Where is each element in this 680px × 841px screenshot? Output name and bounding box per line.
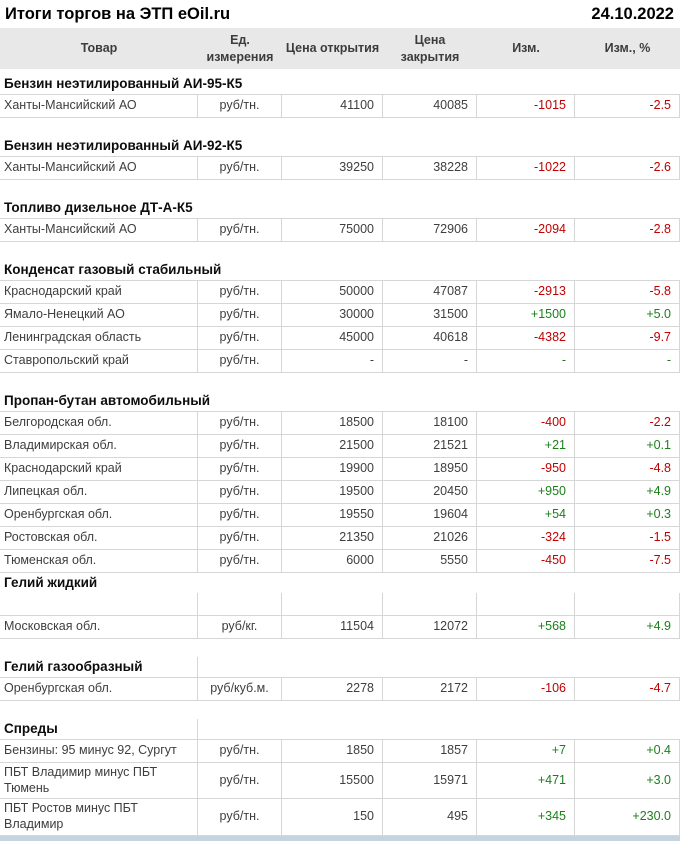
section-title: [0, 198, 198, 218]
change-cell: +7: [477, 740, 575, 762]
change-pct-cell: -9.7: [575, 327, 680, 349]
change-pct-cell: -2.2: [575, 412, 680, 434]
section-title: [0, 136, 243, 156]
change-pct-cell: -2.6: [575, 157, 680, 179]
table-row: [0, 280, 680, 304]
close-price-cell: 1857: [383, 740, 477, 762]
product-cell: Ростовская обл.: [0, 527, 198, 549]
section-title-row: [0, 74, 680, 94]
grid-cell: [383, 593, 477, 615]
spacer-row: [0, 701, 680, 719]
change-pct-cell: +0.1: [575, 435, 680, 457]
close-price-cell: 38228: [383, 157, 477, 179]
change-cell: +345: [477, 799, 575, 834]
open-price-cell: 18500: [282, 412, 383, 434]
product-cell: Московская обл.: [0, 616, 198, 638]
product-cell: Оренбургская обл.: [0, 504, 198, 526]
section-title-text: Топливо дизельное ДТ-А-К5: [4, 200, 193, 216]
open-price-cell: 15500: [282, 763, 383, 798]
section-title: [0, 657, 198, 677]
unit-cell: руб/тн.: [198, 157, 282, 179]
unit-cell: руб/тн.: [198, 350, 282, 372]
change-cell: -4382: [477, 327, 575, 349]
section-title-row: [0, 719, 680, 739]
spacer-row: [0, 593, 680, 615]
spacer-row: [0, 373, 680, 391]
section-title-text: Бензин неэтилированный АИ-95-К5: [4, 76, 243, 92]
close-price-cell: 2172: [383, 678, 477, 700]
page-title: Итоги торгов на ЭТП eOil.ru: [5, 5, 231, 23]
table-row: [0, 156, 680, 180]
product-cell: Ставропольский край: [0, 350, 198, 372]
close-price-cell: 72906: [383, 219, 477, 241]
close-price-cell: 18950: [383, 458, 477, 480]
column-header-change-pct: Изм., %: [604, 41, 651, 56]
product-cell: Ханты-Мансийский АО: [0, 219, 198, 241]
unit-cell: руб/тн.: [198, 458, 282, 480]
unit-cell: руб/тн.: [198, 504, 282, 526]
unit-cell: руб/тн.: [198, 304, 282, 326]
table-row: [0, 327, 680, 350]
unit-cell: руб/тн.: [198, 219, 282, 241]
section-title-row: [0, 136, 680, 156]
close-price-cell: 21026: [383, 527, 477, 549]
column-header-open: Цена открытия: [285, 41, 380, 56]
section-title: [0, 260, 222, 280]
open-price-cell: 30000: [282, 304, 383, 326]
change-cell: +21: [477, 435, 575, 457]
open-price-cell: 75000: [282, 219, 383, 241]
unit-cell: руб/тн.: [198, 327, 282, 349]
unit-cell: руб/куб.м.: [198, 678, 282, 700]
spacer-row: [0, 180, 680, 198]
section-title-row: [0, 573, 680, 593]
table-row: [0, 763, 680, 799]
change-cell: +568: [477, 616, 575, 638]
close-price-cell: 40085: [383, 95, 477, 117]
section-title-text: Спреды: [4, 721, 58, 737]
column-header-product: Товар: [80, 41, 118, 56]
product-cell: Краснодарский край: [0, 281, 198, 303]
open-price-cell: 1850: [282, 740, 383, 762]
change-cell: +471: [477, 763, 575, 798]
change-pct-cell: -4.7: [575, 678, 680, 700]
product-cell: ПБТ Ростов минус ПБТ Владимир: [0, 799, 198, 834]
table-row: [0, 411, 680, 435]
change-cell: +54: [477, 504, 575, 526]
bottom-edge-bar: [0, 836, 680, 841]
change-cell: -: [477, 350, 575, 372]
change-pct-cell: -4.8: [575, 458, 680, 480]
open-price-cell: 150: [282, 799, 383, 834]
table-row: [0, 481, 680, 504]
change-cell: -324: [477, 527, 575, 549]
product-cell: Тюменская обл.: [0, 550, 198, 572]
product-cell: Краснодарский край: [0, 458, 198, 480]
column-header-close: Цена закрытия: [400, 33, 460, 64]
change-pct-cell: +4.9: [575, 481, 680, 503]
grid-cell: [477, 593, 575, 615]
column-header-unit: Ед. измерения: [206, 33, 274, 64]
table-row: [0, 739, 680, 763]
open-price-cell: 19900: [282, 458, 383, 480]
close-price-cell: 47087: [383, 281, 477, 303]
table-body: [0, 74, 680, 836]
change-cell: -450: [477, 550, 575, 572]
table-row: [0, 677, 680, 701]
open-price-cell: 21350: [282, 527, 383, 549]
change-pct-cell: +0.3: [575, 504, 680, 526]
open-price-cell: -: [282, 350, 383, 372]
close-price-cell: -: [383, 350, 477, 372]
product-cell: Белгородская обл.: [0, 412, 198, 434]
change-pct-cell: +4.9: [575, 616, 680, 638]
table-row: [0, 94, 680, 118]
unit-cell: руб/тн.: [198, 412, 282, 434]
close-price-cell: 18100: [383, 412, 477, 434]
grid-cell: [575, 593, 680, 615]
section-title-row: [0, 657, 680, 677]
change-cell: -1015: [477, 95, 575, 117]
product-cell: Владимирская обл.: [0, 435, 198, 457]
table-row: [0, 550, 680, 573]
close-price-cell: 21521: [383, 435, 477, 457]
table-row: [0, 350, 680, 373]
change-pct-cell: +5.0: [575, 304, 680, 326]
section-title-text: Гелий жидкий: [4, 575, 98, 591]
close-price-cell: 31500: [383, 304, 477, 326]
section-title-text: Гелий газообразный: [4, 659, 143, 675]
change-cell: -400: [477, 412, 575, 434]
unit-cell: руб/тн.: [198, 799, 282, 834]
table-row: [0, 527, 680, 550]
change-cell: -2094: [477, 219, 575, 241]
unit-cell: руб/тн.: [198, 527, 282, 549]
product-cell: Ханты-Мансийский АО: [0, 157, 198, 179]
spacer-row: [0, 242, 680, 260]
change-cell: +950: [477, 481, 575, 503]
table-row: [0, 458, 680, 481]
table-row: [0, 304, 680, 327]
section-title-row: [0, 198, 680, 218]
report-date: 24.10.2022: [591, 5, 674, 23]
section-title: [0, 573, 198, 593]
open-price-cell: 19550: [282, 504, 383, 526]
open-price-cell: 50000: [282, 281, 383, 303]
table-row: [0, 799, 680, 835]
change-pct-cell: +3.0: [575, 763, 680, 798]
close-price-cell: 19604: [383, 504, 477, 526]
open-price-cell: 39250: [282, 157, 383, 179]
column-header-change: Изм.: [512, 41, 540, 56]
change-cell: -2913: [477, 281, 575, 303]
close-price-cell: 12072: [383, 616, 477, 638]
title-bar: [0, 0, 680, 28]
open-price-cell: 6000: [282, 550, 383, 572]
unit-cell: руб/тн.: [198, 95, 282, 117]
product-cell: Липецкая обл.: [0, 481, 198, 503]
unit-cell: руб/тн.: [198, 763, 282, 798]
section-title: [0, 391, 211, 411]
table-row: [0, 435, 680, 458]
unit-cell: руб/тн.: [198, 740, 282, 762]
unit-cell: руб/тн.: [198, 550, 282, 572]
table-header-row: [0, 28, 680, 69]
close-price-cell: 40618: [383, 327, 477, 349]
change-cell: +1500: [477, 304, 575, 326]
change-pct-cell: -5.8: [575, 281, 680, 303]
unit-cell: руб/кг.: [198, 616, 282, 638]
open-price-cell: 19500: [282, 481, 383, 503]
open-price-cell: 45000: [282, 327, 383, 349]
change-pct-cell: -2.5: [575, 95, 680, 117]
section-title-row: [0, 391, 680, 411]
section-title: [0, 74, 243, 94]
product-cell: Бензины: 95 минус 92, Сургут: [0, 740, 198, 762]
spacer-row: [0, 118, 680, 136]
section-title: [0, 719, 198, 739]
section-title-text: Пропан-бутан автомобильный: [4, 393, 211, 409]
product-cell: Ленинградская область: [0, 327, 198, 349]
unit-cell: руб/тн.: [198, 435, 282, 457]
open-price-cell: 11504: [282, 616, 383, 638]
grid-cell: [282, 593, 383, 615]
open-price-cell: 41100: [282, 95, 383, 117]
change-pct-cell: -7.5: [575, 550, 680, 572]
table-row: [0, 504, 680, 527]
product-cell: ПБТ Владимир минус ПБТ Тюмень: [0, 763, 198, 798]
spacer-row: [0, 639, 680, 657]
open-price-cell: 2278: [282, 678, 383, 700]
table-row: [0, 615, 680, 639]
close-price-cell: 15971: [383, 763, 477, 798]
close-price-cell: 20450: [383, 481, 477, 503]
change-cell: -1022: [477, 157, 575, 179]
product-cell: Ханты-Мансийский АО: [0, 95, 198, 117]
section-title-text: Бензин неэтилированный АИ-92-К5: [4, 138, 243, 154]
change-pct-cell: -2.8: [575, 219, 680, 241]
product-cell: Оренбургская обл.: [0, 678, 198, 700]
grid-cell: [198, 593, 282, 615]
open-price-cell: 21500: [282, 435, 383, 457]
close-price-cell: 495: [383, 799, 477, 834]
change-cell: -106: [477, 678, 575, 700]
section-title-text: Конденсат газовый стабильный: [4, 262, 222, 278]
change-pct-cell: +230.0: [575, 799, 680, 834]
change-pct-cell: -1.5: [575, 527, 680, 549]
close-price-cell: 5550: [383, 550, 477, 572]
grid-cell: [0, 593, 198, 615]
unit-cell: руб/тн.: [198, 481, 282, 503]
unit-cell: руб/тн.: [198, 281, 282, 303]
change-cell: -950: [477, 458, 575, 480]
product-cell: Ямало-Ненецкий АО: [0, 304, 198, 326]
change-pct-cell: -: [575, 350, 680, 372]
section-title-row: [0, 260, 680, 280]
change-pct-cell: +0.4: [575, 740, 680, 762]
table-row: [0, 218, 680, 242]
